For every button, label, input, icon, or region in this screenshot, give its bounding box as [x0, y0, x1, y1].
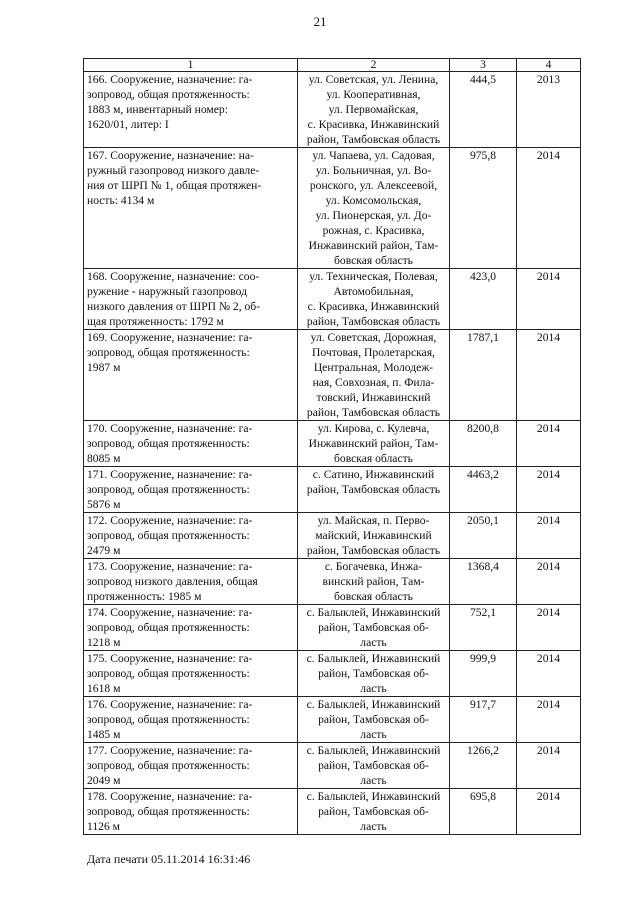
address-text: с. Балыклей, Инжавинский район, Тамбовская об- ласть: [306, 790, 441, 833]
object-address: [298, 467, 450, 513]
header-col-4: 4: [517, 59, 581, 72]
description-text: 173. Сооружение, назначение: га- зопровод низкого давления, общая протяженность: 1985 м: [87, 560, 258, 603]
description-text: 166. Сооружение, назначение: га- зопровод, общая протяженность: 1883 м, инвентарный номер: 1620/01, литер: I: [87, 73, 253, 131]
address-text: ул. Советская, Дорожная, Почтовая, Пролетарская, Центральная, Молодеж- ная, Совхозная, п. Фила- товский, Инжавинский район, Тамбовская область: [306, 331, 441, 419]
object-year: 2014: [517, 148, 581, 269]
object-description: [84, 651, 298, 697]
description-text: 171. Сооружение, назначение: га- зопровод, общая протяженность: 5876 м: [87, 468, 253, 511]
print-date: Дата печати 05.11.2014 16:31:46: [87, 852, 251, 866]
object-description: [84, 148, 298, 269]
table-row: [84, 269, 581, 330]
object-description: [84, 697, 298, 743]
object-address: [298, 559, 450, 605]
table-row: [84, 559, 581, 605]
object-description: [84, 330, 298, 421]
address-text: с. Балыклей, Инжавинский район, Тамбовская об- ласть: [306, 698, 441, 741]
address-text: ул. Кирова, с. Кулевча, Инжавинский район, Там- бовская область: [308, 422, 439, 465]
object-year: 2014: [517, 697, 581, 743]
object-address: [298, 789, 450, 835]
table-row: [84, 651, 581, 697]
description-text: 178. Сооружение, назначение: га- зопровод, общая протяженность: 1126 м: [87, 790, 253, 833]
address-text: с. Сатино, Инжавинский район, Тамбовская область: [306, 468, 441, 496]
table-row: [84, 421, 581, 467]
property-table: [83, 58, 581, 835]
object-value: 1266,2: [450, 743, 517, 789]
object-year: 2014: [517, 330, 581, 421]
object-value: 423,0: [450, 269, 517, 330]
object-year: 2014: [517, 789, 581, 835]
object-address: [298, 330, 450, 421]
object-description: [84, 743, 298, 789]
header-col-1: 1: [84, 59, 298, 72]
description-text: 172. Сооружение, назначение: га- зопровод, общая протяженность: 2479 м: [87, 514, 253, 557]
description-text: 170. Сооружение, назначение: га- зопровод, общая протяженность: 8085 м: [87, 422, 253, 465]
object-address: [298, 269, 450, 330]
object-year: 2014: [517, 467, 581, 513]
description-text: 174. Сооружение, назначение: га- зопровод, общая протяженность: 1218 м: [87, 606, 253, 649]
object-value: 752,1: [450, 605, 517, 651]
object-year: 2014: [517, 421, 581, 467]
object-address: [298, 605, 450, 651]
address-text: с. Балыклей, Инжавинский район, Тамбовская об- ласть: [306, 652, 441, 695]
object-year: 2014: [517, 743, 581, 789]
table-row: [84, 605, 581, 651]
table-row: [84, 743, 581, 789]
object-description: [84, 269, 298, 330]
object-value: 999,9: [450, 651, 517, 697]
object-year: 2013: [517, 72, 581, 148]
header-col-3: 3: [450, 59, 517, 72]
object-address: [298, 743, 450, 789]
object-value: 8200,8: [450, 421, 517, 467]
table-row: [84, 697, 581, 743]
description-text: 176. Сооружение, назначение: га- зопровод, общая протяженность: 1485 м: [87, 698, 253, 741]
header-col-2: 2: [298, 59, 450, 72]
address-text: с. Богачевка, Инжа- винский район, Там- бовская область: [322, 560, 425, 603]
object-description: [84, 513, 298, 559]
object-value: 695,8: [450, 789, 517, 835]
table-row: [84, 72, 581, 148]
table-row: [84, 330, 581, 421]
table-header-row: [84, 59, 581, 72]
object-value: 1368,4: [450, 559, 517, 605]
object-description: [84, 72, 298, 148]
address-text: ул. Техническая, Полевая, Автомобильная, с. Красивка, Инжавинский район, Тамбовская область: [306, 270, 441, 328]
object-value: 2050,1: [450, 513, 517, 559]
address-text: с. Балыклей, Инжавинский район, Тамбовская об- ласть: [306, 606, 441, 649]
description-text: 175. Сооружение, назначение: га- зопровод, общая протяженность: 1618 м: [87, 652, 253, 695]
object-year: 2014: [517, 513, 581, 559]
object-description: [84, 789, 298, 835]
object-address: [298, 148, 450, 269]
description-text: 168. Сооружение, назначение: соо- ружение - наружный газопровод низкого давления от ШРП № 2, об- щая протяженность: 1792 м: [87, 270, 261, 328]
object-address: [298, 421, 450, 467]
table-row: [84, 513, 581, 559]
address-text: с. Балыклей, Инжавинский район, Тамбовская об- ласть: [306, 744, 441, 787]
description-text: 167. Сооружение, назначение: на- ружный газопровод низкого давле- ния от ШРП № 1, общая протяжен- ность: 4134 м: [87, 149, 262, 207]
table-row: [84, 467, 581, 513]
object-year: 2014: [517, 605, 581, 651]
object-address: [298, 697, 450, 743]
object-value: 975,8: [450, 148, 517, 269]
object-year: 2014: [517, 651, 581, 697]
table-row: [84, 789, 581, 835]
object-year: 2014: [517, 559, 581, 605]
object-value: 1787,1: [450, 330, 517, 421]
object-value: 444,5: [450, 72, 517, 148]
object-description: [84, 467, 298, 513]
object-year: 2014: [517, 269, 581, 330]
address-text: ул. Чапаева, ул. Садовая, ул. Больничная, ул. Во- ронского, ул. Алексеевой, ул. Комсомольская, ул. Пионерская, ул. До- рожная, с. Красивка, Инжавинский район, Там- бовская область: [308, 149, 439, 267]
address-text: ул. Советская, ул. Ленина, ул. Кооперативная, ул. Первомайская, с. Красивка, Инжавинский район, Тамбовская область: [306, 73, 441, 146]
object-address: [298, 513, 450, 559]
address-text: ул. Майская, п. Перво- майский, Инжавинский район, Тамбовская область: [306, 514, 441, 557]
description-text: 169. Сооружение, назначение: га- зопровод, общая протяженность: 1987 м: [87, 331, 253, 374]
object-address: [298, 651, 450, 697]
object-address: [298, 72, 450, 148]
object-value: 4463,2: [450, 467, 517, 513]
object-description: [84, 421, 298, 467]
object-description: [84, 605, 298, 651]
object-value: 917,7: [450, 697, 517, 743]
page-number: 21: [313, 14, 327, 29]
table-row: [84, 148, 581, 269]
object-description: [84, 559, 298, 605]
description-text: 177. Сооружение, назначение: га- зопровод, общая протяженность: 2049 м: [87, 744, 253, 787]
